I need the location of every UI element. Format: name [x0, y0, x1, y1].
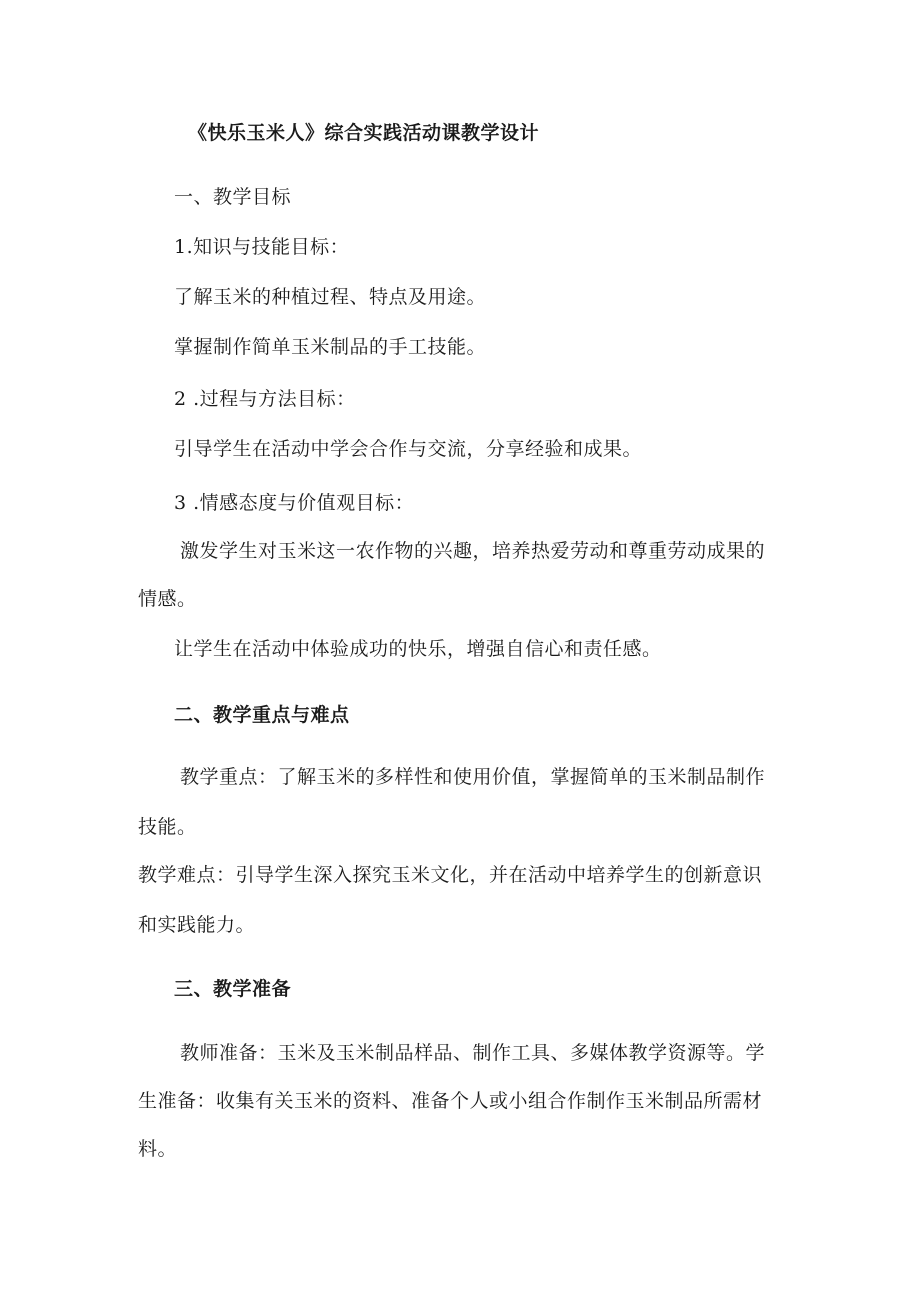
teaching-focus-line: 技能。	[138, 816, 197, 838]
emotion-goal-paragraph-line: 激发学生对玉米这一农作物的兴趣，培养热爱劳动和尊重劳动成果的	[180, 540, 766, 562]
teaching-difficulty-line: 和实践能力。	[138, 914, 256, 936]
emotion-goal-paragraph-line: 情感。	[138, 588, 197, 610]
process-goal-label: 2 .过程与方法目标：	[174, 388, 356, 410]
preparation-line: 生准备：收集有关玉米的资料、准备个人或小组合作制作玉米制品所需材	[138, 1090, 763, 1112]
process-goal-item: 引导学生在活动中学会合作与交流，分享经验和成果。	[174, 438, 643, 460]
knowledge-goal-label: 1.知识与技能目标：	[174, 236, 350, 258]
emotion-goal-paragraph: 让学生在活动中体验成功的快乐，增强自信心和责任感。	[174, 638, 662, 660]
document-title: 《快乐玉米人》综合实践活动课教学设计	[188, 122, 540, 144]
section-heading-preparation: 三、教学准备	[174, 978, 292, 1000]
section-heading-goals: 一、教学目标	[174, 186, 292, 208]
knowledge-goal-item: 了解玉米的种植过程、特点及用途。	[174, 286, 487, 308]
teaching-focus-line: 教学重点：了解玉米的多样性和使用价值，掌握简单的玉米制品制作	[180, 766, 766, 788]
preparation-line: 料。	[138, 1138, 178, 1160]
knowledge-goal-item: 掌握制作简单玉米制品的手工技能。	[174, 336, 487, 358]
preparation-line: 教师准备：玉米及玉米制品样品、制作工具、多媒体教学资源等。学	[180, 1042, 766, 1064]
emotion-goal-label: 3 .情感态度与价值观目标：	[174, 492, 415, 514]
section-heading-key-points: 二、教学重点与难点	[174, 704, 350, 726]
teaching-difficulty-line: 教学难点：引导学生深入探究玉米文化，并在活动中培养学生的创新意识	[138, 864, 763, 886]
